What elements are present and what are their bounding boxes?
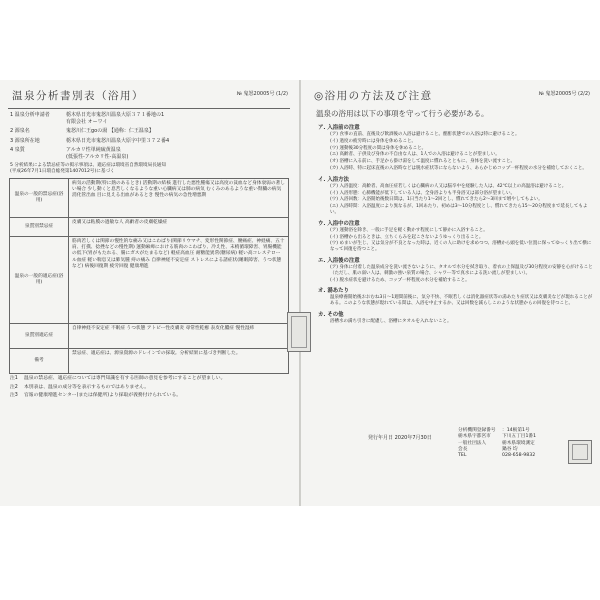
footnote-number: 注2: [10, 384, 18, 390]
field-row: [6, 128, 292, 135]
section: [308, 256, 594, 283]
table-label: 温泉の一般的適応症(浴用): [10, 237, 69, 324]
right-header: [308, 88, 594, 108]
section-heading: イ. 入浴方法: [318, 176, 349, 183]
left-page: [6, 88, 292, 498]
table-value: 禁忌症、適応症は、源泉資源のドレインでの採取。分析結果に基づき判断した。: [69, 349, 289, 374]
footnotes: [6, 376, 292, 400]
footnote-text: 本別表は、温泉の成分等を表示するものではありません。: [24, 384, 150, 390]
field-label: 2 源泉名: [10, 128, 30, 134]
section: [308, 175, 594, 216]
field-value: 栃木県日光市鬼怒川温泉大原字中里３７２番4: [66, 137, 170, 144]
section-item: (エ) 入浴時間：入浴温度により異なるが、1回あたり、初めは3〜10分程度とし、慣れてきたら15〜20分程度まで延長してもよい。: [330, 204, 588, 215]
section: [308, 123, 594, 172]
table-row: [10, 324, 289, 349]
right-title: ◎浴用の方法及び注意: [314, 90, 433, 102]
section-item: (イ) 脱水症状を避けるため、コップ一杯程度の水分を補給すること。: [330, 277, 470, 283]
center-fold: [299, 80, 301, 506]
table-value: 皮膚又は粘膜の過敏な人 高齢者の皮膚乾燥症: [69, 218, 289, 237]
field-label: 4 泉質: [10, 147, 25, 153]
issuer-label: 一般社団法人: [458, 440, 487, 446]
note-5: 5 分析結果による禁忌症等の掲示事項は、適応症は環境省自然環境局長通知 (平成26年7月1日環自総発第1407012号)に基づく: [10, 163, 166, 174]
field-value: 鬼怒川仁王goの湯 【通称：仁王温泉】: [66, 128, 154, 134]
section-item: (ウ) 入浴回数：入浴開始後数日間は、1日当たり1〜2回とし、慣れてきたら2〜3回まで増やしてもよい。: [330, 197, 543, 203]
section: [308, 219, 594, 253]
issuer-value: 鍋谷 均: [502, 446, 518, 452]
table-row: [10, 349, 289, 374]
issuer-value: 下川五丁目1番1: [502, 434, 537, 440]
section-heading: エ. 入浴後の注意: [318, 257, 360, 264]
right-page: [308, 88, 594, 498]
section-item: (ア) 運動浴を除き、一般に手足を軽く動かす程度にして静かに入浴すること。: [330, 227, 488, 233]
section-item: (カ) 入浴時、特に起床直後の入浴時などは脱水症状等にならないよう、あらかじめコップ一杯程度の水分を補給しておくこと。: [330, 165, 587, 171]
section-item: 温泉療養開始後おおむね3日〜1週間前後に、気分不快、不眠若しくは消化器症状等の湯あたり症状又は皮膚炎などが現れることがある。このような状態が現れている間は、入浴を中止するか、又は回数を減らしこのような状態からの回復を待つこと。: [330, 295, 593, 307]
field-row: [6, 147, 292, 160]
footnote-number: 注1: [10, 376, 18, 381]
section-item: (ア) 身体に付着した温泉成分を洗い流さないように、タオルで水分を拭き取り、着衣の上保温及び30分程度の安静を心がけること（ただし、肌の弱い人は、刺激の強い泉質の場合、シャワー等で真水による洗い流しが望ましい）。: [330, 264, 593, 276]
issuer-label: 分析機関登録番号: [458, 428, 496, 433]
table-value: 病気の活動期(特に熱のあるとき) 活動期の結核 進行した悪性腫瘍又は高度の貧血など身体衰弱の著しい場合 少し動くと息苦しくなるような重い心臓病又は肺の病気 むくみのあるような重い腎臓の病気 消化管出血 目に見える出血があるとき 慢性の病気の急性増悪期: [69, 179, 289, 218]
section-item: (ウ) 運動後30分程度の間は身体を休めること。: [330, 145, 427, 151]
right-subtitle: 温泉の浴用は以下の事項を守って行う必要がある。: [316, 109, 489, 118]
applicant-fields: [6, 112, 292, 160]
field-value: アルカリ性単純硫黄温泉 (低張性-アルカリ性-高温泉): [66, 147, 129, 160]
table-value: 筋肉若しくは関節の慢性的な痛み又はこわばり(関節リウマチ、変形性関節症、腰痛症、神経痛、五十肩、打撲、捻挫などの慢性期) 運動麻痺における筋肉のこわばり、冷え性、末梢循環障害、胃腸機能の低下(胃がもたれる、腸にガスがたまるなど) 軽症高血圧 耐糖能異常(糖尿病) 軽い高コレステロール血症 軽い喘息又は肺気腫 痔の痛み 自律神経不安定症 ストレスによる諸症状(睡眠障害、うつ状態など) 病後回復期 疲労回復 健康増進: [69, 237, 289, 324]
section-heading: カ. その他: [318, 311, 344, 318]
section-item: (エ) 高齢者、子供及び身体の不自由な人は、1人での入浴は避けることが望ましい。: [330, 152, 500, 158]
footnote-text: 温泉の禁忌症、適応症については専門知識を有する医師の意見を参考にすることが望ましい。: [24, 376, 226, 381]
field-row: [6, 138, 292, 145]
section-item: (ア) 食事の直前、直後及び飲酒後の入浴は避けること。酩酊状態での入浴は特に避けること。: [330, 132, 520, 137]
issuer-value: 栃木県環境測定: [502, 440, 535, 446]
right-doc-number: № 鬼怒20005号 (2/2): [538, 91, 590, 97]
table-value: 自律神経不安定症 不眠症 うつ状態 アトピー性皮膚炎 尋常性乾癬 表皮化膿症 慢性湿疹: [69, 324, 289, 349]
field-row: [6, 112, 292, 125]
left-header: [6, 88, 292, 108]
section-item: (オ) 浴槽に入る前に、手足から掛け湯をして温度に慣れるとともに、身体を洗い流すこと。: [330, 159, 515, 165]
footnote-number: 注3: [10, 393, 18, 398]
section: [308, 286, 594, 307]
issuer-label: TEL: [458, 453, 467, 459]
section-heading: オ. 湯あたり: [318, 288, 349, 295]
issuer-label: 会長: [458, 446, 468, 452]
section-item: (イ) 浴槽から出るときは、立ちくらみを起こさないようゆっくり出ること。: [330, 234, 484, 240]
table-label: 泉質別適応症: [10, 324, 69, 349]
field-value: 栃木県日光市鬼怒川温泉大原３７１番地の1 有限会社 オーワイ: [66, 112, 165, 125]
table-row: [10, 179, 289, 218]
table-row: [10, 218, 289, 237]
field-label: 3 源泉所在地: [10, 137, 40, 144]
footnote: [10, 376, 292, 383]
section-item: (ア) 入浴温度：高齢者、高血圧症若しくは心臓病の人又は脳卒中を経験した人は、42℃以上の高温浴は避けること。: [330, 183, 567, 189]
issuer-value: 028-658-9832: [502, 453, 536, 459]
issuer-label: 栃木県宇都宮市: [458, 434, 491, 440]
section-item: (ウ) めまいが生じ、又は気分が不良となった時は、近くの人に助けを求めつつ、浴槽から頭を低い位置に保ってゆっくり出て横になって回復を待つこと。: [330, 241, 592, 253]
table-label: 温泉の一般的禁忌症(浴用): [10, 179, 69, 218]
table-label: 泉質別禁忌症: [10, 218, 69, 237]
field-label: 1 温泉分析申請者: [10, 112, 50, 118]
footnote: [10, 393, 292, 400]
table-row: [10, 237, 289, 324]
indications-table: [9, 178, 289, 374]
footnote-text: 官報の健康増進センター(または保健所)より採取が義務付けられている。: [24, 393, 182, 398]
seal-stamp: [568, 440, 592, 464]
left-doc-number: № 鬼怒20005号 (1/2): [236, 91, 288, 97]
section: [308, 310, 594, 325]
footnote: [10, 385, 292, 392]
section-item: 浴槽水の満ち引きに配慮し、浴槽にタオルを入れないこと。: [330, 318, 452, 324]
left-title: 温泉分析書別表（浴用）: [12, 90, 144, 102]
section-heading: ア. 入浴前の注意: [318, 125, 360, 131]
table-label: 備考: [10, 349, 69, 374]
title-rule: [8, 108, 290, 109]
issue-date: 発行年月日 2020年7月30日: [368, 435, 432, 441]
issuer-value: ：14栃第1号: [502, 428, 530, 433]
section-item: (イ) 過度の疲労時には身体を休めること。: [330, 138, 416, 144]
section-heading: ウ. 入浴中の注意: [318, 220, 360, 227]
section-item: (イ) 入浴形態：心肺機能が低下している人は、全身浴よりも半身浴又は部分浴が望ましい。: [330, 190, 515, 196]
